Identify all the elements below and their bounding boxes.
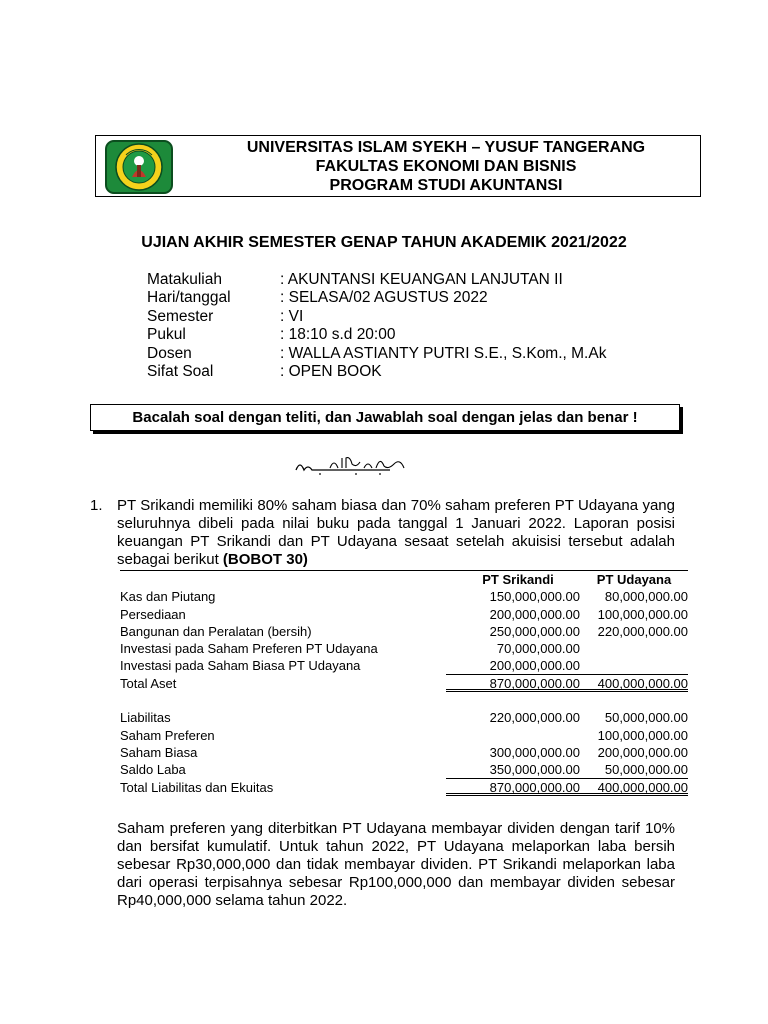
value-srikandi: 250,000,000.00 (489, 623, 580, 639)
program-name: PROGRAM STUDI AKUNTANSI (329, 177, 563, 194)
value-udayana: 50,000,000.00 (604, 710, 688, 726)
question-body: PT Srikandi memiliki 80% saham biasa dan 70% saham preferen PT Udayana yang seluruhnya dibeli pada nilai buku pada tanggal 1 Januari 2022. Laporan posisi keuangan PT Srikandi dan PT Udayana sesaat setelah akuisisi tersebut adalah sebagai berikut (117, 497, 675, 568)
value-srikandi: 200,000,000.00 (489, 606, 580, 622)
value-srikandi: 150,000,000.00 (489, 589, 580, 605)
row-label: Saham Biasa (120, 744, 198, 760)
value-srikandi: 870,000,000.00 (446, 779, 580, 796)
header-box (95, 135, 701, 197)
value-udayana: 220,000,000.00 (597, 623, 688, 639)
value-udayana: 200,000,000.00 (597, 744, 688, 760)
row-label: Liabilitas (120, 710, 171, 726)
value-udayana (580, 640, 688, 657)
info-value: : WALLA ASTIANTY PUTRI S.E., S.Kom., M.Ak (280, 344, 607, 362)
value-udayana: 400,000,000.00 (580, 675, 688, 692)
university-name: UNIVERSITAS ISLAM SYEKH – YUSUF TANGERANG (246, 139, 646, 156)
financial-position-table (120, 570, 688, 796)
instruction-box: Bacalah soal dengan teliti, dan Jawablah soal dengan jelas dan benar ! (90, 404, 680, 431)
value-udayana: 100,000,000.00 (597, 727, 688, 743)
row-label: Persediaan (120, 606, 186, 622)
table-row (120, 657, 688, 674)
basmalah-icon (290, 452, 410, 478)
value-srikandi: 220,000,000.00 (489, 710, 580, 726)
value-srikandi: 300,000,000.00 (489, 744, 580, 760)
row-label: Total Aset (120, 675, 177, 691)
info-label: Matakuliah (147, 271, 222, 288)
column-header-udayana: PT Udayana (596, 572, 672, 587)
row-label: Saham Preferen (120, 727, 215, 743)
row-label: Kas dan Piutang (120, 589, 216, 605)
value-udayana: 80,000,000.00 (604, 589, 688, 605)
value-srikandi: 870,000,000.00 (446, 675, 580, 692)
value-srikandi (446, 727, 580, 744)
value-srikandi: 200,000,000.00 (446, 657, 580, 674)
info-label: Sifat Soal (147, 363, 214, 381)
table-row (120, 761, 688, 778)
row-label: Total Liabilitas dan Ekuitas (120, 779, 274, 795)
table-total-row (120, 779, 688, 796)
question-text (117, 497, 675, 569)
info-label: Semester (147, 307, 214, 325)
info-label: Pukul (147, 326, 186, 344)
row-label: Saldo Laba (120, 762, 186, 778)
value-udayana (580, 657, 688, 674)
exam-title: UJIAN AKHIR SEMESTER GENAP TAHUN AKADEMIK 2021/2022 (141, 234, 627, 251)
column-header-srikandi: PT Srikandi (482, 572, 554, 587)
info-row-semester (147, 308, 606, 326)
info-value: : 18:10 s.d 20:00 (280, 326, 396, 344)
info-value: : AKUNTANSI KEUANGAN LANJUTAN II (280, 271, 563, 288)
info-row-pukul (147, 326, 606, 344)
question-weight: (BOBOT 30) (222, 551, 308, 568)
table-row (120, 606, 688, 623)
row-label: Bangunan dan Peralatan (bersih) (120, 623, 312, 639)
table-row (120, 727, 688, 744)
exam-info (147, 271, 606, 381)
faculty-name: FAKULTAS EKONOMI DAN BISNIS (315, 158, 577, 175)
info-label: Dosen (147, 344, 192, 362)
university-logo-icon (104, 139, 174, 195)
row-label: Investasi pada Saham Preferen PT Udayana (120, 641, 378, 657)
table-row (120, 623, 688, 640)
table-header-row (120, 571, 688, 588)
value-udayana: 50,000,000.00 (580, 761, 688, 778)
value-udayana: 400,000,000.00 (580, 779, 688, 796)
info-row-dosen (147, 345, 606, 363)
question-paragraph: Saham preferen yang diterbitkan PT Udayana membayar dividen dengan tarif 10% dan bersifat kumulatif. Untuk tahun 2022, PT Udayana melaporkan laba bersih sebesar Rp30,000,000 dan tidak membayar dividen. PT Srikandi melaporkan laba dari operasi terpisahnya sebesar Rp100,000,000 dan membayar dividen sebesar Rp40,000,000 selama tahun 2022. (117, 820, 675, 909)
table-total-row (120, 675, 688, 692)
table-row (120, 640, 688, 657)
info-value: : SELASA/02 AGUSTUS 2022 (280, 289, 488, 307)
info-row-sifat-soal (147, 363, 606, 381)
value-udayana: 100,000,000.00 (597, 606, 688, 622)
table-row (120, 709, 688, 726)
value-srikandi: 350,000,000.00 (446, 761, 580, 778)
question-number: 1. (90, 497, 103, 514)
info-label: Hari/tanggal (147, 289, 231, 307)
row-label: Investasi pada Saham Biasa PT Udayana (120, 658, 361, 674)
info-value: : VI (280, 307, 304, 325)
info-row-matakuliah (147, 271, 606, 289)
value-srikandi: 70,000,000.00 (496, 641, 580, 657)
table-row (120, 744, 688, 761)
info-row-hari-tanggal (147, 289, 606, 307)
info-value: : OPEN BOOK (280, 363, 382, 381)
table-row (120, 588, 688, 605)
